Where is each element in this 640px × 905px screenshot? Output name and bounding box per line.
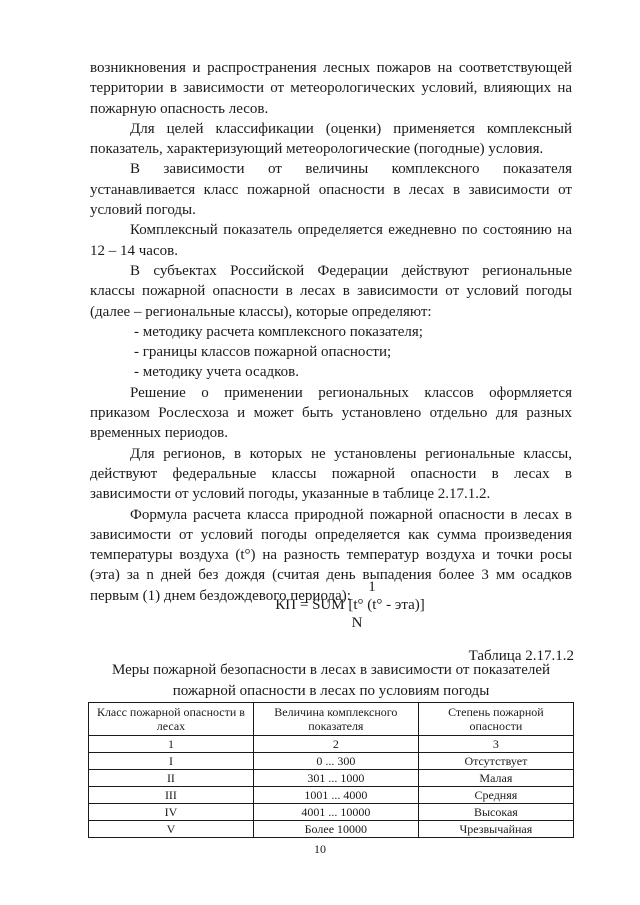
table-row [89,770,574,787]
list-item: - методику учета осадков. [134,364,300,381]
formula-subscript: N [351,615,363,631]
table-cell: Отсутствует [418,753,573,770]
paragraph: Для целей классификации (оценки) применяется комплексный показатель, характеризующий метеорологические (погодные) условия. [90,120,572,158]
paragraph: Решение о применении региональных классов оформляется приказом Рослесхоза и может быть установлено отдельно для разных временных периодов. [90,384,572,442]
page-number: 10 [314,842,326,856]
table-number: Таблица 2.17.1.2 [468,648,574,664]
table-header-cell: Степень пожарной опасности [418,703,573,736]
table-cell: Малая [418,770,573,787]
paragraph: возникновения и распространения лесных пожаров на соответствующей территории в зависимости от метеорологических условий, влияющих на пожарную опасность лесов. [90,60,572,117]
table-title: Меры пожарной безопасности в лесах в зависимости от показателей пожарной опасности в лесах по условиям погоды [111,662,551,699]
paragraph: Формула расчета класса природной пожарной опасности в лесах в зависимости от условий погоды определяется как сумма произведения температуры воздуха (t°) на разность температур воздуха и точки росы (эта) за n дней без дождя (считая день выпадения более 3 мм осадков первым (1) днем бездождевого периода): [90,506,572,604]
paragraph: В зависимости от величины комплексного показателя устанавливается класс пожарной опасности в лесах в зависимости от условий погоды. [90,161,572,219]
paragraph: Для регионов, в которых не установлены региональные классы, действуют федеральные классы пожарной опасности в лесах в зависимости от условий погоды, указанные в таблице 2.17.1.2. [90,445,572,503]
list-item: - методику расчета комплексного показателя; [134,323,423,340]
formula-superscript: 1 [368,579,376,595]
table-header-cell: Класс пожарной опасности в лесах [89,703,254,736]
body-text [90,58,572,606]
table-cell: Более 10000 [253,821,418,838]
table-cell: 4001 ... 10000 [253,804,418,821]
table-cell: Высокая [418,804,573,821]
table-cell: Чрезвычайная [418,821,573,838]
table-row [89,821,574,838]
table-cell: II [89,770,254,787]
formula-main: КП = SUM [t° (t° - эта)] [275,597,425,613]
table-header-cell: Величина комплексного показателя [253,703,418,736]
formula [240,578,460,632]
table-row [89,804,574,821]
fire-danger-table [88,702,574,838]
table-cell: V [89,821,254,838]
list-item: - границы классов пожарной опасности; [134,344,392,361]
paragraph: Комплексный показатель определяется ежедневно по состоянию на 12 – 14 часов. [90,222,572,259]
table-cell: 301 ... 1000 [253,770,418,787]
paragraph: В субъектах Российской Федерации действуют региональные классы пожарной опасности в лесах в зависимости от условий погоды (далее – региональные классы), которые определяют: [90,262,572,320]
table-cell: 0 ... 300 [253,753,418,770]
table-row [89,753,574,770]
table-cell: 3 [418,736,573,753]
table-cell: I [89,753,254,770]
table-cell: Средняя [418,787,573,804]
table-cell: 2 [253,736,418,753]
table-header-row [89,703,574,736]
table-cell: III [89,787,254,804]
table-cell: 1001 ... 4000 [253,787,418,804]
table-cell: IV [89,804,254,821]
table-cell: 1 [89,736,254,753]
table-index-row [89,736,574,753]
requirements-list [90,322,572,383]
table-row [89,787,574,804]
